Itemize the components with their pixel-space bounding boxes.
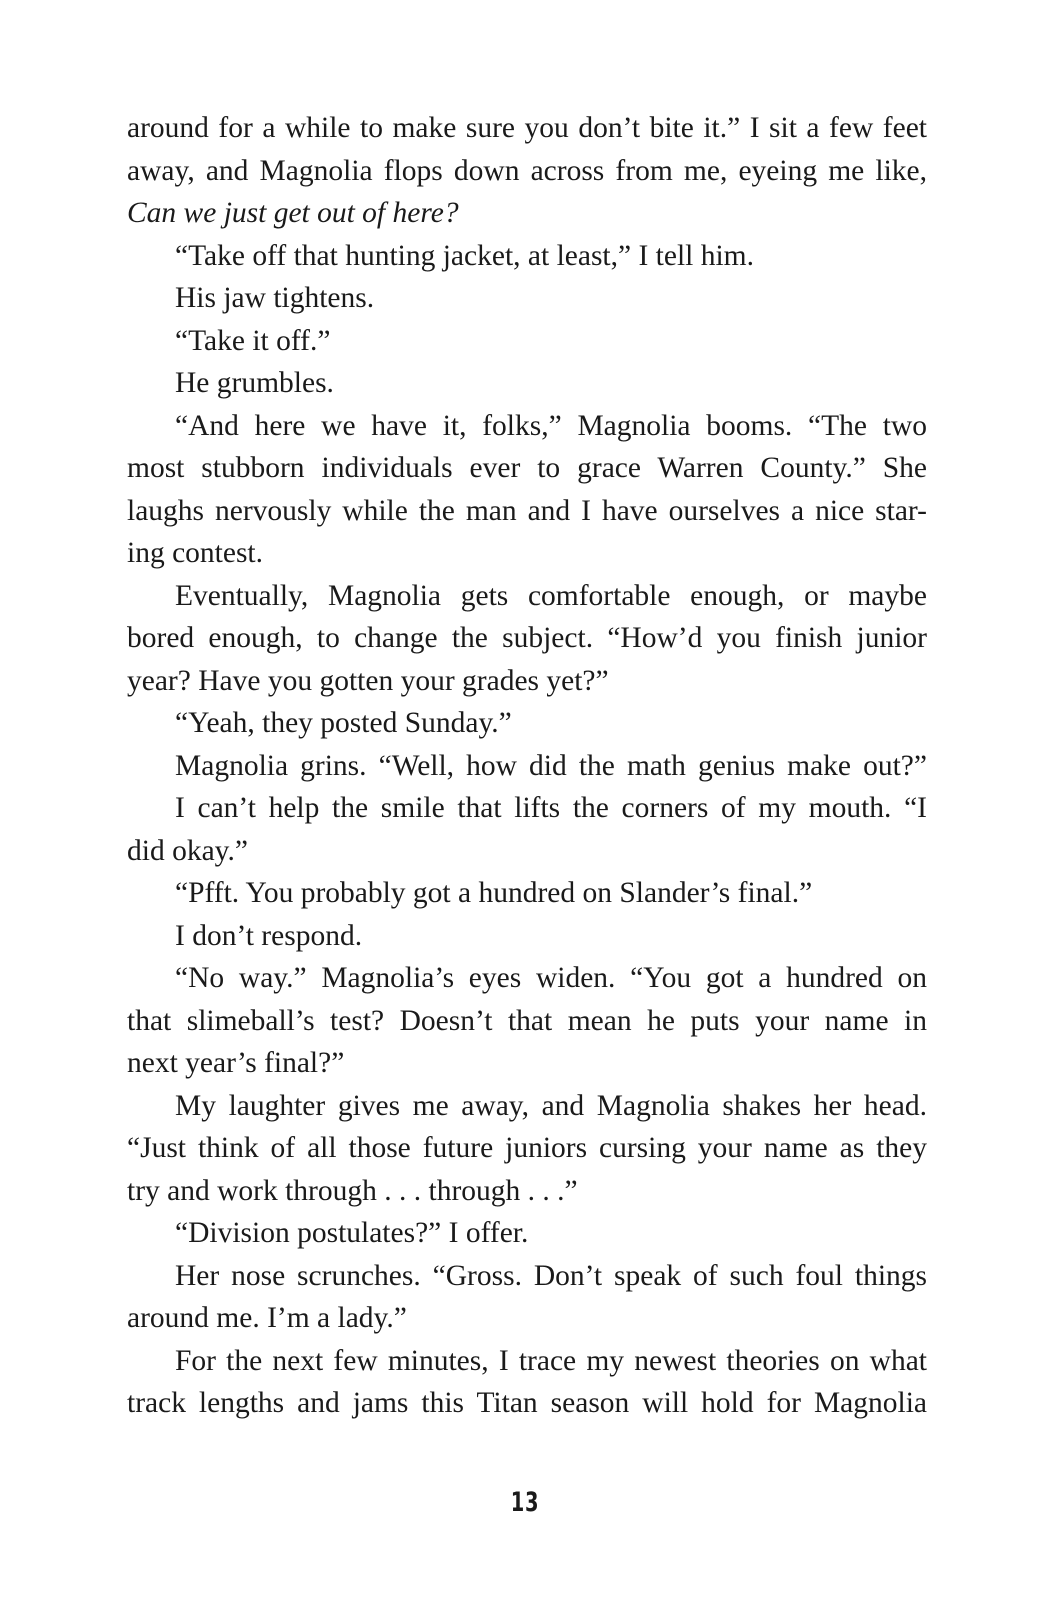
text-line: track lengths and jams this Titan season will hold for Magnolia	[127, 1387, 927, 1419]
text-line: year? Have you gotten your grades yet?”	[127, 664, 609, 697]
text-line: “Take it off.”	[175, 324, 331, 357]
text-line: bored enough, to change the subject. “How’d you finish junior	[127, 622, 927, 654]
text-line: away, and Magnolia flops down across from me, eyeing me like,	[127, 154, 927, 187]
text-line: My laughter gives me away, and Magnolia shakes her head.	[175, 1089, 927, 1122]
text-line: For the next few minutes, I trace my newest theories on what	[175, 1344, 927, 1377]
text-line: He grumbles.	[175, 367, 334, 399]
text-line: try and work through . . . through . . .”	[127, 1174, 578, 1207]
text-line: Magnolia grins. “Well, how did the math genius make out?”	[175, 749, 927, 782]
text-line: Her nose scrunches. “Gross. Don’t speak of such foul things	[175, 1259, 927, 1292]
text-line: next year’s final?”	[127, 1047, 345, 1079]
text-line: laughs nervously while the man and I have ourselves a nice star-	[127, 494, 927, 527]
text-line: “Just think of all those future juniors cursing your name as they	[127, 1132, 927, 1164]
text-line: Eventually, Magnolia gets comfortable enough, or maybe	[175, 579, 927, 612]
text-line: “Yeah, they posted Sunday.”	[175, 707, 512, 739]
text-line: I don’t respond.	[175, 919, 363, 952]
text-line: ing contest.	[127, 537, 264, 569]
text-line: “Take off that hunting jacket, at least,” I tell him.	[175, 239, 754, 272]
text-line: did okay.”	[127, 834, 248, 867]
text-line: around for a while to make sure you don’t bite it.” I sit a few feet	[127, 112, 927, 144]
text-line: “And here we have it, folks,” Magnolia booms. “The two	[175, 409, 927, 442]
text-line: “No way.” Magnolia’s eyes widen. “You got a hundred on	[175, 962, 927, 994]
text-line-italic: Can we just get out of here?	[127, 197, 459, 229]
page-number: 13	[510, 1487, 540, 1518]
text-line: most stubborn individuals ever to grace Warren County.” She	[127, 452, 927, 484]
text-line: that slimeball’s test? Doesn’t that mean he puts your name in	[127, 1004, 927, 1037]
text-line: His jaw tightens.	[175, 282, 375, 314]
text-line: around me. I’m a lady.”	[127, 1302, 407, 1334]
body-text	[127, 107, 927, 1425]
text-line: “Division postulates?” I offer.	[175, 1217, 529, 1249]
text-line: I can’t help the smile that lifts the corners of my mouth. “I	[175, 792, 927, 824]
text-line: “Pfft. You probably got a hundred on Slander’s final.”	[175, 877, 813, 909]
